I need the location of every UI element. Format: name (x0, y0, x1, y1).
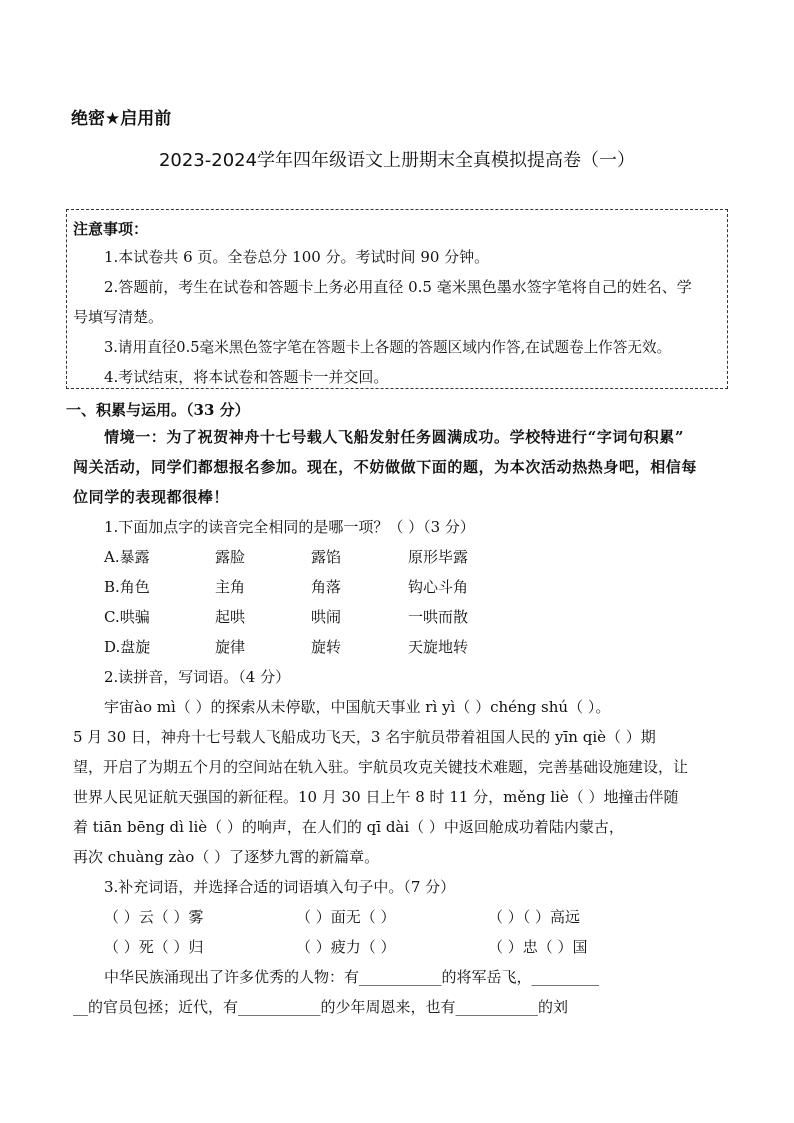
q1-option-d-4: 天旋地转 (408, 638, 469, 656)
notice-item-4: 4.考试结束，将本试卷和答题卡一并交回。 (104, 368, 389, 386)
q1-option-c-4: 一哄而散 (408, 608, 469, 626)
context-line-1: 情境一：为了祝贺神舟十七号载人飞船发射任务圆满成功。学校特进行“字词句积累” (104, 428, 685, 446)
q1-option-b-1: B.角色 (104, 578, 150, 596)
secret-label: 绝密★启用前 (71, 109, 172, 129)
q1-option-a-2: 露脸 (215, 548, 246, 566)
q1-option-a-1: A.暴露 (104, 548, 150, 566)
q3-sentence-2: __的官员包拯；近代，有___________的少年周恩来，也有___________的刘 (73, 998, 569, 1016)
notice-item-3: 3.请用直径0.5毫米黑色签字笔在答题卡上各题的答题区域内作答,在试题卷上作答无效。 (104, 339, 672, 356)
notice-item-2-cont: 号填写清楚。 (73, 308, 164, 326)
q3-blank-1: （ ）云（ ）雾 (104, 908, 204, 926)
q1-option-b-4: 钩心斗角 (408, 578, 469, 596)
context-line-2: 闯关活动，同学们都想报名参加。现在，不妨做做下面的题，为本次活动热热身吧，相信每 (73, 458, 698, 476)
q1-option-c-3: 哄闹 (311, 608, 342, 626)
q1-option-a-3: 露馅 (311, 548, 342, 566)
q1-option-d-1: D.盘旋 (104, 638, 151, 656)
q3-blank-6: （ ）忠（ ）国 (488, 938, 588, 956)
q2-line-2: 5 月 30 日，神舟十七号载人飞船成功飞天，3 名宇航员带着祖国人民的 yīn qiè（ ）期 (73, 728, 656, 746)
q3-blank-5: （ ）疲力（ ） (296, 938, 396, 956)
q1-option-c-2: 起哄 (215, 608, 246, 626)
q2-line-6: 再次 chuàng zào（ ）了逐梦九霄的新篇章。 (73, 848, 380, 866)
context-line-3: 位同学的表现都很棒！ (73, 488, 230, 506)
q2-line-4: 世界人民见证航天强国的新征程。10 月 30 日上午 8 时 11 分，měng liè（ ）地撞击伴随 (73, 788, 679, 806)
q2-line-3: 望，开启了为期五个月的空间站在轨入驻。宇航员攻克关键技术难题，完善基础设施建设，让 (73, 758, 689, 776)
q1-option-b-3: 角落 (311, 578, 342, 596)
q2-stem: 2.读拼音，写词语。（4 分） (104, 668, 291, 686)
notice-item-1: 1.本试卷共 6 页。全卷总分 100 分。考试时间 90 分钟。 (104, 248, 490, 266)
notice-box (66, 209, 728, 389)
notice-heading: 注意事项： (73, 220, 149, 238)
q3-sentence-1: 中华民族涌现出了许多优秀的人物：有___________的将军岳飞，_________ (104, 968, 600, 986)
q3-stem: 3.补充词语，并选择合适的词语填入句子中。（7 分） (104, 878, 456, 896)
notice-item-2: 2.答题前，考生在试卷和答题卡上务必用直径 0.5 毫米黑色墨水签字笔将自己的姓名、学 (104, 278, 692, 296)
q3-blank-2: （ ）面无（ ） (296, 908, 396, 926)
page-title: 2023-2024学年四年级语文上册期末全真模拟提高卷（一） (158, 150, 636, 171)
q1-option-a-4: 原形毕露 (408, 548, 469, 566)
q2-line-1: 宇宙ào mì（ ）的探索从未停歇，中国航天事业 rì yì（ ）chéng shú（ ）。 (104, 698, 611, 716)
q1-option-b-2: 主角 (215, 578, 246, 596)
q1-option-d-3: 旋转 (311, 638, 342, 656)
q1-option-c-1: C.哄骗 (104, 608, 150, 626)
q3-blank-3: （ ）（ ）高远 (488, 908, 581, 926)
section-heading: 一、积累与运用。（33 分） (66, 401, 250, 419)
q1-stem: 1.下面加点字的读音完全相同的是哪一项？（ ）（3 分） (104, 518, 475, 536)
q3-blank-4: （ ）死（ ）归 (104, 938, 204, 956)
q1-option-d-2: 旋律 (215, 638, 246, 656)
q2-line-5: 着 tiān bēng dì liè（ ）的响声，在人们的 qī dài（ ）中返回舱成功着陆内蒙古， (73, 818, 624, 836)
